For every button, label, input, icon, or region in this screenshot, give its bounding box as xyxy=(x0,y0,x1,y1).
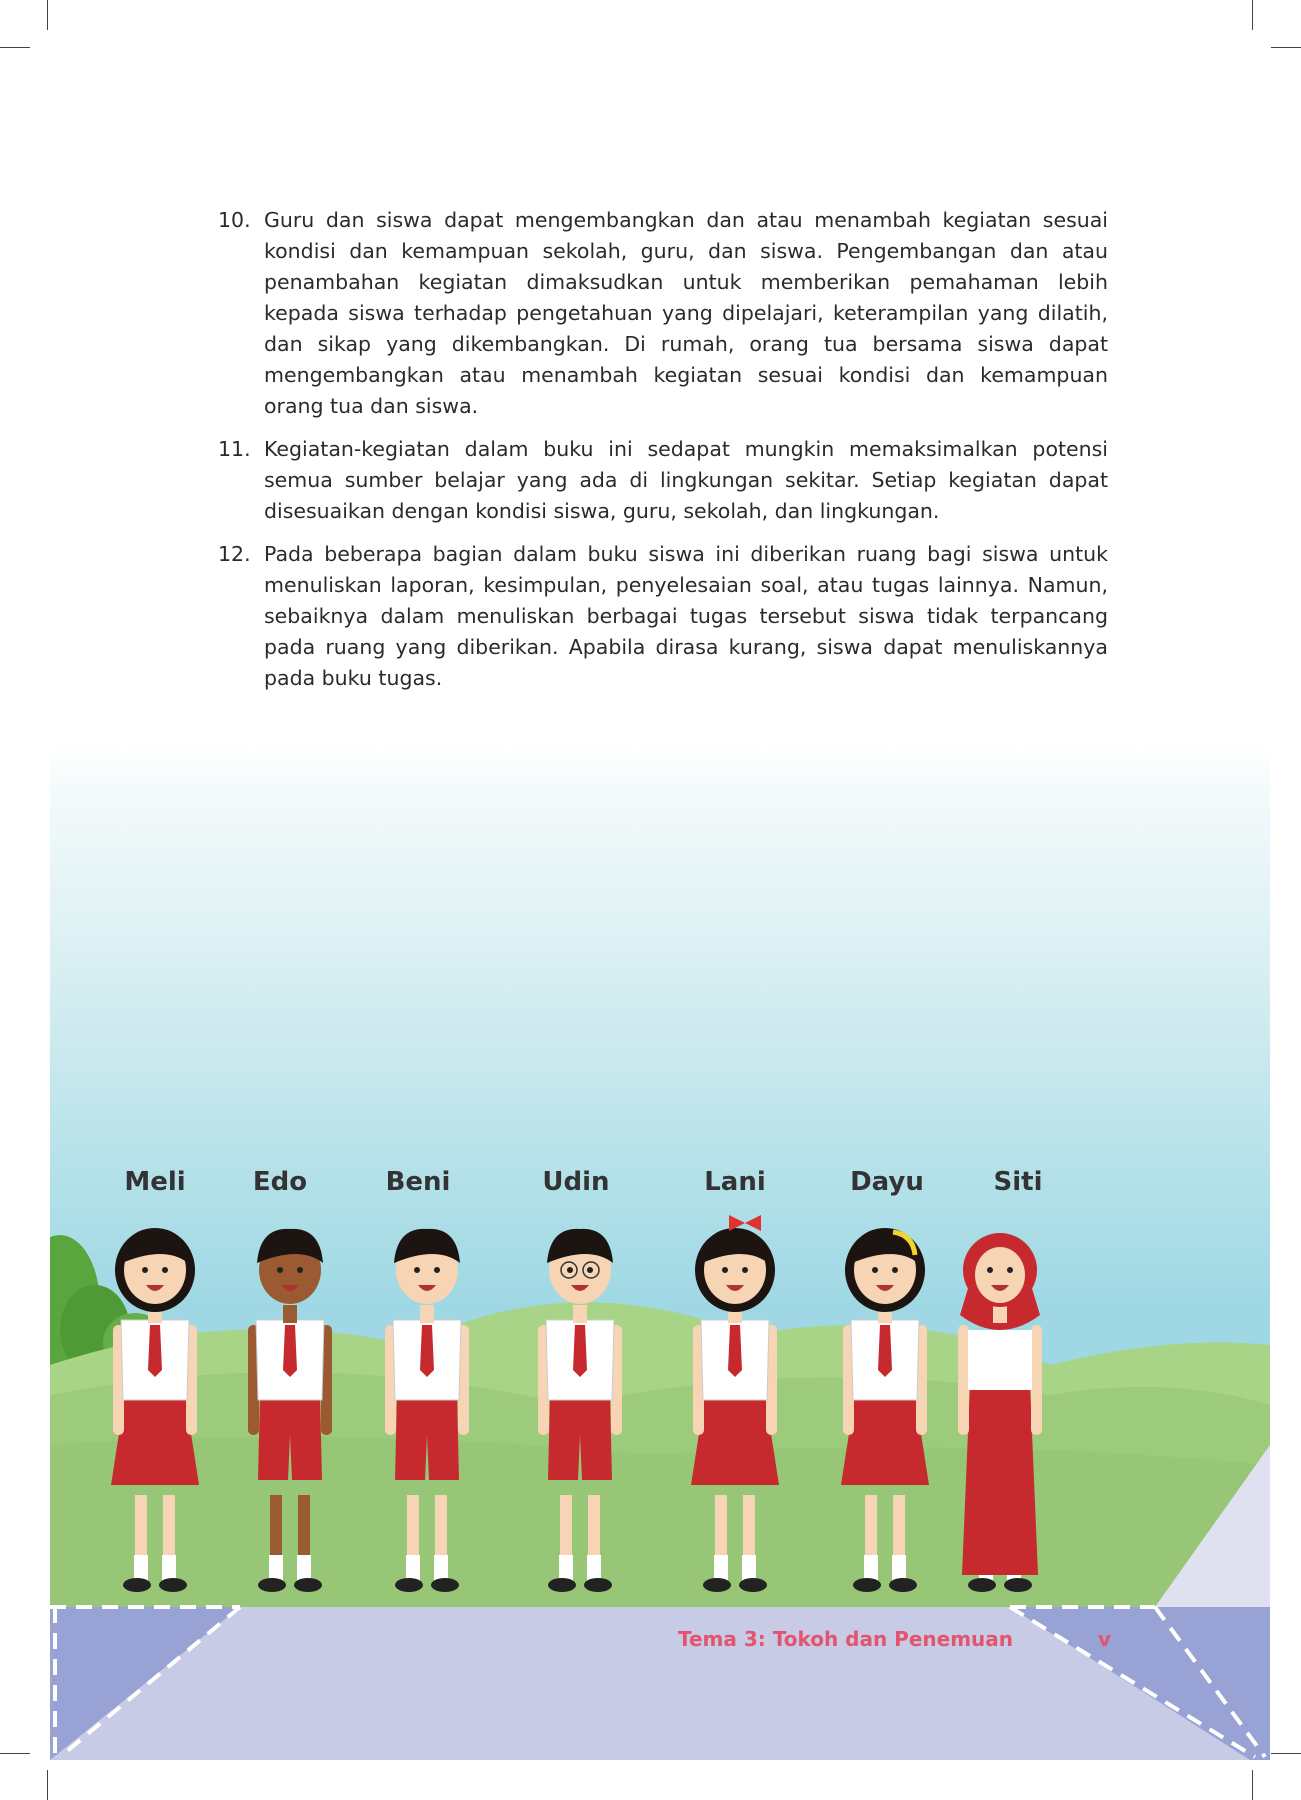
crop-mark xyxy=(0,47,30,48)
instruction-item xyxy=(218,539,1108,694)
character-name-beni: Beni xyxy=(385,1167,451,1197)
crop-mark xyxy=(1252,0,1253,30)
character-illustration xyxy=(50,745,1270,1760)
character-name-meli: Meli xyxy=(124,1167,186,1197)
item-number: 10. xyxy=(218,208,251,232)
crop-mark xyxy=(47,1770,48,1800)
crop-mark xyxy=(47,0,48,30)
crop-mark xyxy=(1271,1753,1301,1754)
item-number: 11. xyxy=(218,437,251,461)
item-text: Guru dan siswa dapat mengembangkan dan atau menambah kegiatan sesuai kondisi dan kemampuan sekolah, guru, dan siswa. Pengembangan dan atau penambahan kegiatan dimaksudkan untuk memberikan pemahaman lebih kepada siswa terhadap pengetahuan yang dipelajari, keterampilan yang dilatih, dan sikap yang dikembangkan. Di rumah, orang tua bersama siswa dapat mengembangkan atau menambah kegiatan sesuai kondisi dan kemampuan orang tua dan siswa. xyxy=(264,208,1108,418)
item-number: 12. xyxy=(218,542,251,566)
character-names xyxy=(50,745,1270,1760)
instruction-list xyxy=(218,205,1108,706)
character-name-edo: Edo xyxy=(252,1167,308,1197)
page-number: v xyxy=(1098,1627,1112,1651)
crop-mark xyxy=(1252,1770,1253,1800)
character-name-dayu: Dayu xyxy=(850,1167,924,1197)
crop-mark xyxy=(0,1753,30,1754)
crop-mark xyxy=(1271,47,1301,48)
footer-theme-title: Tema 3: Tokoh dan Penemuan xyxy=(678,1627,1014,1651)
instruction-item xyxy=(218,434,1108,527)
character-name-lani: Lani xyxy=(704,1167,766,1197)
item-text: Pada beberapa bagian dalam buku siswa ini diberikan ruang bagi siswa untuk menuliskan laporan, kesimpulan, penyelesaian soal, atau tugas lainnya. Namun, sebaiknya dalam menuliskan berbagai tugas tersebut siswa tidak terpancang pada ruang yang diberikan. Apabila dirasa kurang, siswa dapat menuliskannya pada buku tugas. xyxy=(264,542,1108,690)
character-name-udin: Udin xyxy=(542,1167,610,1197)
item-text: Kegiatan-kegiatan dalam buku ini sedapat mungkin memaksimalkan potensi semua sumber belajar yang ada di lingkungan sekitar. Setiap kegiatan dapat disesuaikan dengan kondisi siswa, guru, sekolah, dan lingkungan. xyxy=(264,437,1108,523)
instruction-item xyxy=(218,205,1108,422)
character-name-siti: Siti xyxy=(993,1167,1043,1197)
